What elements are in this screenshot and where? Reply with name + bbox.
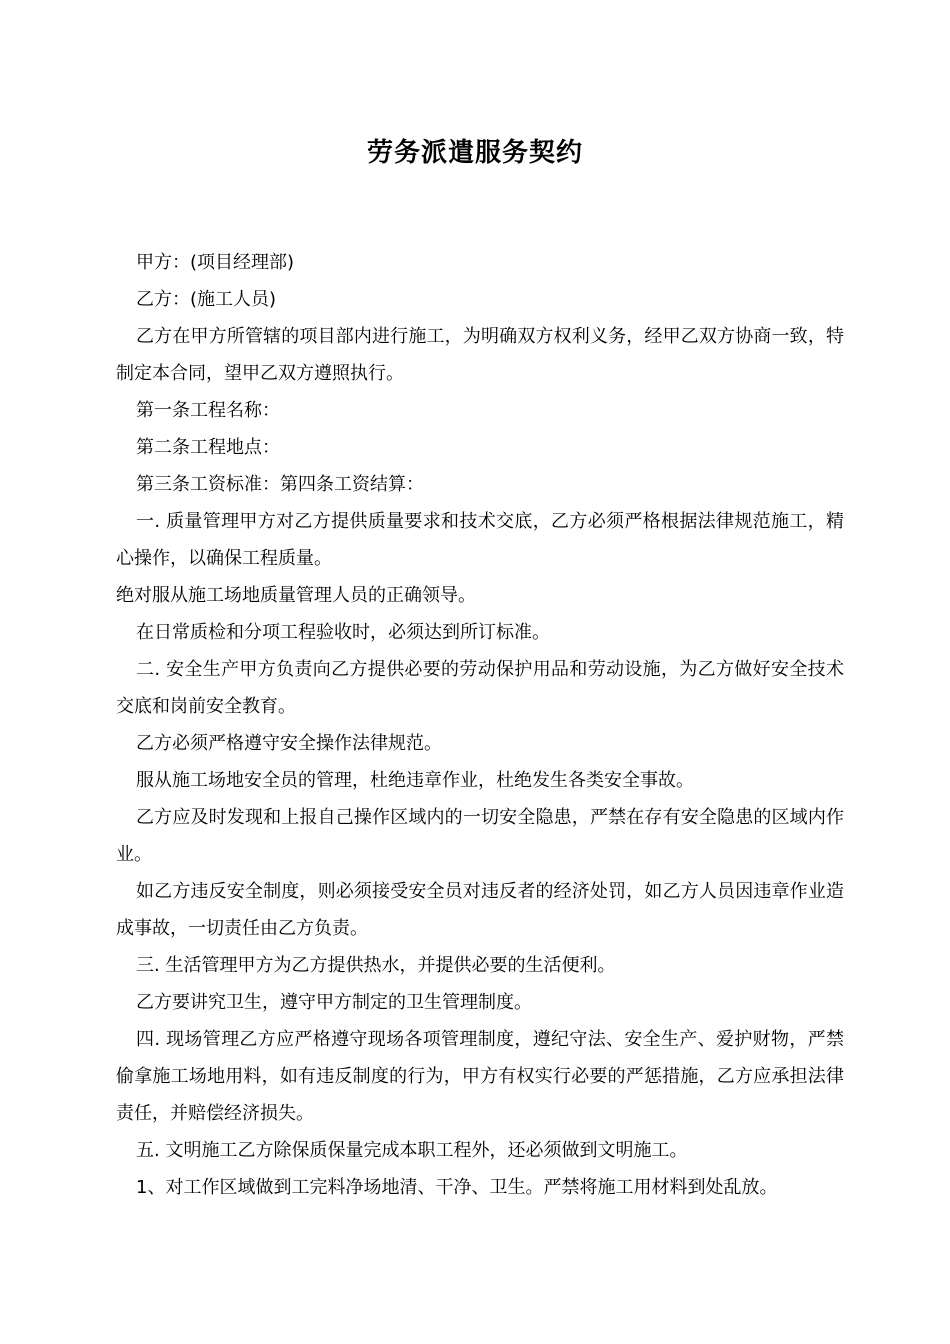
paragraph-article-1: 第一条工程名称：: [136, 400, 280, 421]
paragraph-quality-inspection: 在日常质检和分项工程验收时，必须达到所订标准。: [136, 622, 550, 643]
paragraph-safety-officer: 服从施工场地安全员的管理，杜绝违章作业，杜绝发生各类安全事故。: [136, 770, 694, 791]
paragraph-article-3-4: 第三条工资标准：第四条工资结算：: [136, 474, 424, 495]
paragraph-civilized-construction: 五. 文明施工乙方除保质保量完成本职工程外，还必须做到文明施工。: [136, 1140, 688, 1161]
paragraph-quality-obey: 绝对服从施工场地质量管理人员的正确领导。: [116, 585, 476, 606]
paragraph-life-management: 三. 生活管理甲方为乙方提供热水，并提供必要的生活便利。: [136, 955, 616, 976]
paragraph-site-management: 四. 现场管理乙方应严格遵守现场各项管理制度，遵纪守法、安全生产、爱护财物，严禁偷拿施工场地用料，如有违反制度的行为，甲方有权实行必要的严惩措施，乙方应承担法律责任，并赔偿经济损失。: [116, 1029, 844, 1124]
document-title: 劳务派遣服务契约: [366, 138, 583, 168]
paragraph-party-b: 乙方：(施工人员): [136, 289, 277, 310]
paragraph-intro: 乙方在甲方所管辖的项目部内进行施工，为明确双方权利义务，经甲乙双方协商一致，特制定本合同，望甲乙双方遵照执行。: [116, 326, 844, 384]
paragraph-safety-rules: 乙方必须严格遵守安全操作法律规范。: [136, 733, 442, 754]
paragraph-article-2: 第二条工程地点：: [136, 437, 280, 458]
paragraph-work-area: 1、对工作区域做到工完料净场地清、干净、卫生。严禁将施工用材料到处乱放。: [136, 1177, 778, 1198]
paragraph-safety-hazards: 乙方应及时发现和上报自己操作区域内的一切安全隐患，严禁在存有安全隐患的区域内作业。: [116, 807, 844, 865]
paragraph-safety-penalty: 如乙方违反安全制度，则必须接受安全员对违反者的经济处罚，如乙方人员因违章作业造成事故，一切责任由乙方负责。: [116, 881, 844, 939]
paragraph-quality-management: 一. 质量管理甲方对乙方提供质量要求和技术交底，乙方必须严格根据法律规范施工，精心操作，以确保工程质量。: [116, 511, 844, 569]
paragraph-party-a: 甲方：(项目经理部): [136, 252, 295, 273]
paragraph-safety-production: 二. 安全生产甲方负责向乙方提供必要的劳动保护用品和劳动设施，为乙方做好安全技术交底和岗前安全教育。: [116, 659, 844, 717]
document-body: [116, 244, 844, 1206]
paragraph-hygiene: 乙方要讲究卫生，遵守甲方制定的卫生管理制度。: [136, 992, 532, 1013]
